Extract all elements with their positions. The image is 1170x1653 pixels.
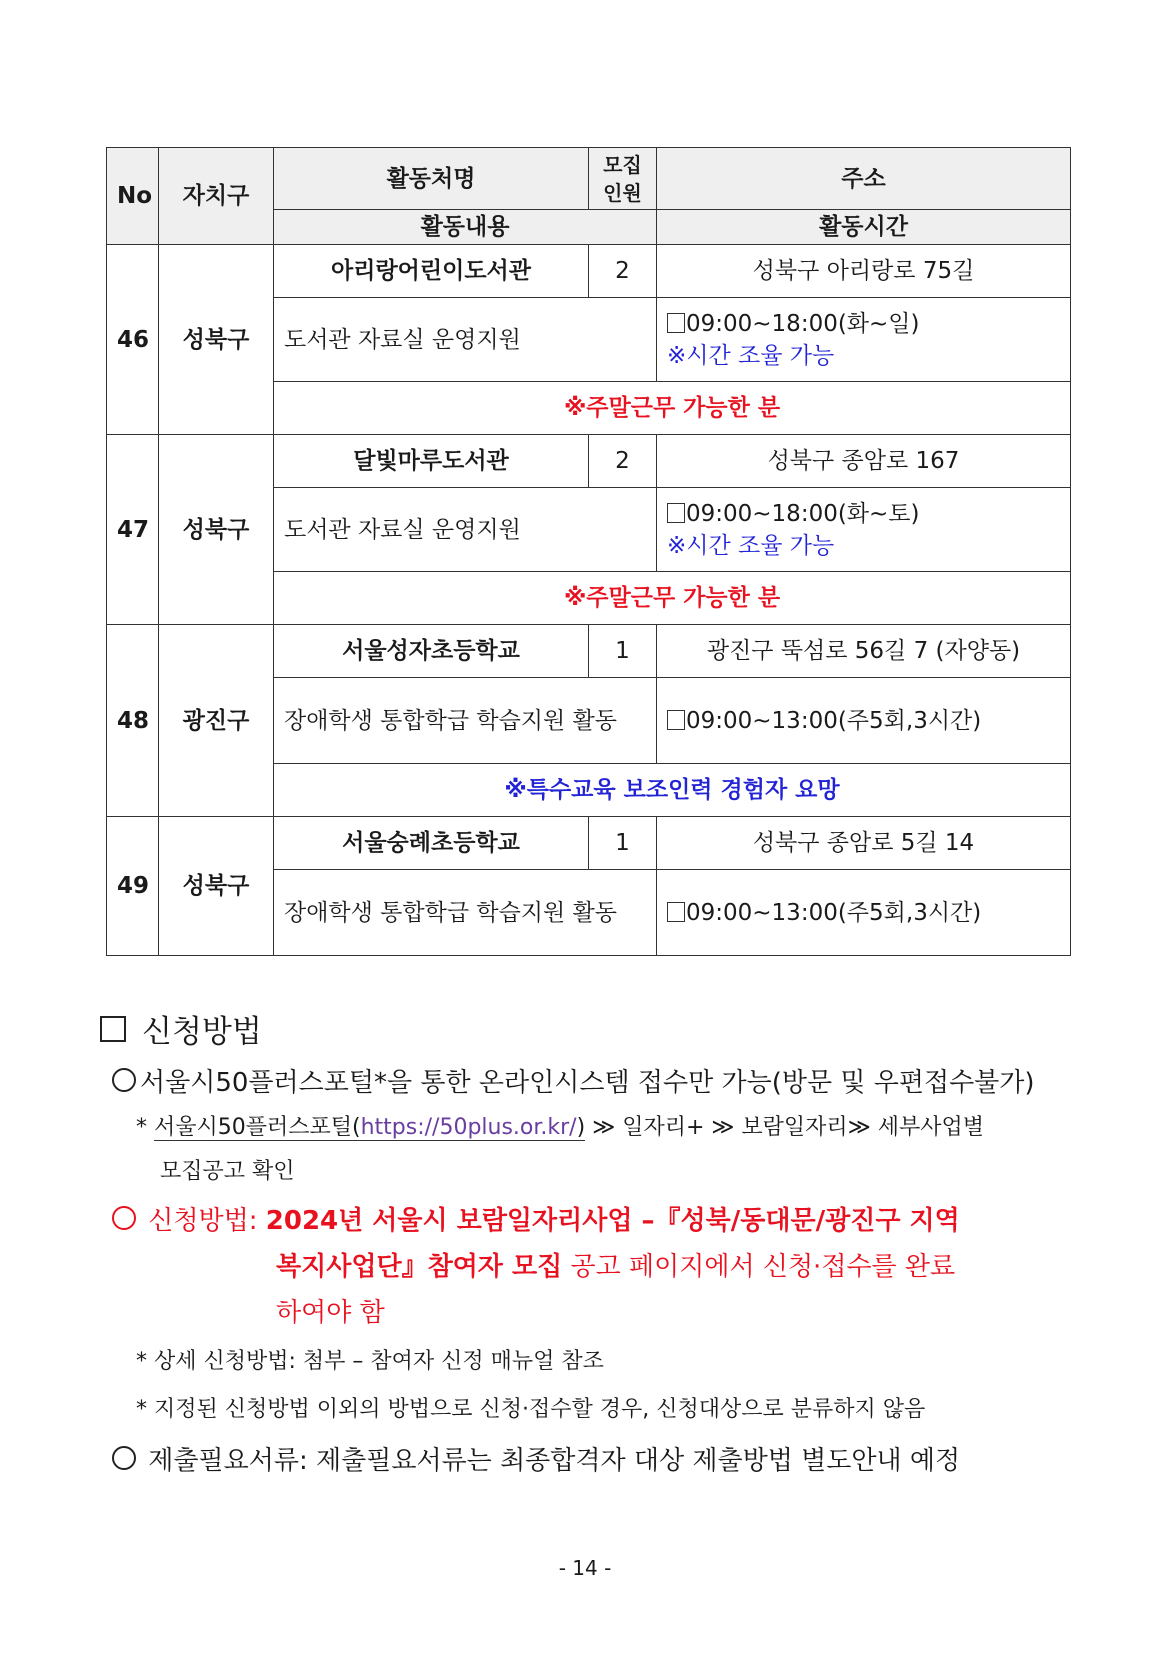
table-row [107, 817, 1071, 870]
header-no: No [107, 148, 159, 245]
row-district: 성북구 [159, 435, 274, 625]
table-header-row [107, 148, 1071, 210]
checkbox-icon [667, 902, 685, 922]
row-content: 장애학생 통합학급 학습지원 활동 [274, 678, 657, 764]
row-time: 09:00~18:00(화~일) ※시간 조율 가능 [657, 298, 1071, 382]
time-note: ※시간 조율 가능 [667, 532, 835, 559]
row-no: 49 [107, 817, 159, 956]
checkbox-icon [667, 313, 685, 333]
portal-line: * 서울시50플러스포털(https://50plus.or.kr/) ≫ 일자리+ ≫ 보람일자리≫ 세부사업별 [136, 1115, 984, 1140]
header-content: 활동내용 [274, 210, 657, 245]
row-time: 09:00~13:00(주5회,3시간) [657, 870, 1071, 956]
circle-bullet-icon [112, 1206, 136, 1230]
detail-note: * 상세 신청방법: 첨부 – 참여자 신정 매뉴얼 참조 [136, 1349, 604, 1374]
checkbox-icon [667, 503, 685, 523]
header-time: 활동시간 [657, 210, 1071, 245]
row-content: 장애학생 통합학급 학습지원 활동 [274, 870, 657, 956]
header-address: 주소 [657, 148, 1071, 210]
portal-link[interactable]: https://50plus.or.kr/ [360, 1115, 577, 1140]
table-row [107, 245, 1071, 298]
time-note: ※시간 조율 가능 [667, 342, 835, 369]
docs-line: 제출필요서류: 제출필요서류는 최종합격자 대상 제출방법 별도안내 예정 [100, 1438, 1080, 1484]
row-org: 서울성자초등학교 [274, 625, 589, 678]
header-org: 활동처명 [274, 148, 589, 210]
method-line-3: 하여야 함 [276, 1298, 385, 1328]
other-note: * 지정된 신청방법 이외의 방법으로 신청·접수할 경우, 신청대상으로 분류하지 않음 [136, 1397, 926, 1422]
row-address: 성북구 종암로 167 [657, 435, 1071, 488]
row-address: 성북구 종암로 5길 14 [657, 817, 1071, 870]
row-time: 09:00~13:00(주5회,3시간) [657, 678, 1071, 764]
method-line-2: 복지사업단』참여자 모집 공고 페이지에서 신청·접수를 완료 [276, 1252, 956, 1282]
row-org: 달빛마루도서관 [274, 435, 589, 488]
circle-bullet-icon [112, 1446, 136, 1470]
row-district: 성북구 [159, 245, 274, 435]
row-note: ※주말근무 가능한 분 [274, 382, 1071, 435]
row-note: ※주말근무 가능한 분 [274, 572, 1071, 625]
row-count: 1 [589, 625, 657, 678]
row-no: 48 [107, 625, 159, 817]
apply-section [100, 1010, 1080, 1484]
circle-bullet-icon [112, 1068, 136, 1092]
page-number: - 14 - [558, 1556, 612, 1580]
row-no: 46 [107, 245, 159, 435]
header-district: 자치구 [159, 148, 274, 245]
row-count: 2 [589, 435, 657, 488]
row-district: 성북구 [159, 817, 274, 956]
checkbox-icon [667, 710, 685, 730]
row-org: 아리랑어린이도서관 [274, 245, 589, 298]
row-district: 광진구 [159, 625, 274, 817]
square-bullet-icon [100, 1016, 126, 1042]
row-org: 서울숭례초등학교 [274, 817, 589, 870]
jobs-table [106, 147, 1071, 956]
row-count: 1 [589, 817, 657, 870]
row-content: 도서관 자료실 운영지원 [274, 488, 657, 572]
row-note: ※특수교육 보조인력 경험자 요망 [274, 764, 1071, 817]
row-address: 광진구 뚝섬로 56길 7 (자양동) [657, 625, 1071, 678]
header-recruit: 모집 인원 [589, 148, 657, 210]
row-time: 09:00~18:00(화~토) ※시간 조율 가능 [657, 488, 1071, 572]
online-only-line: 서울시50플러스포털*을 통한 온라인시스템 접수만 가능(방문 및 우편접수불가) [100, 1060, 1080, 1106]
row-content: 도서관 자료실 운영지원 [274, 298, 657, 382]
row-address: 성북구 아리랑로 75길 [657, 245, 1071, 298]
portal-line-2: 모집공고 확인 [160, 1159, 295, 1184]
table-row [107, 435, 1071, 488]
row-count: 2 [589, 245, 657, 298]
section-heading: 신청방법 [100, 1010, 1080, 1054]
row-no: 47 [107, 435, 159, 625]
method-line: 신청방법: 2024년 서울시 보람일자리사업 –『성북/동대문/광진구 지역 [100, 1198, 1080, 1244]
table-row [107, 625, 1071, 678]
